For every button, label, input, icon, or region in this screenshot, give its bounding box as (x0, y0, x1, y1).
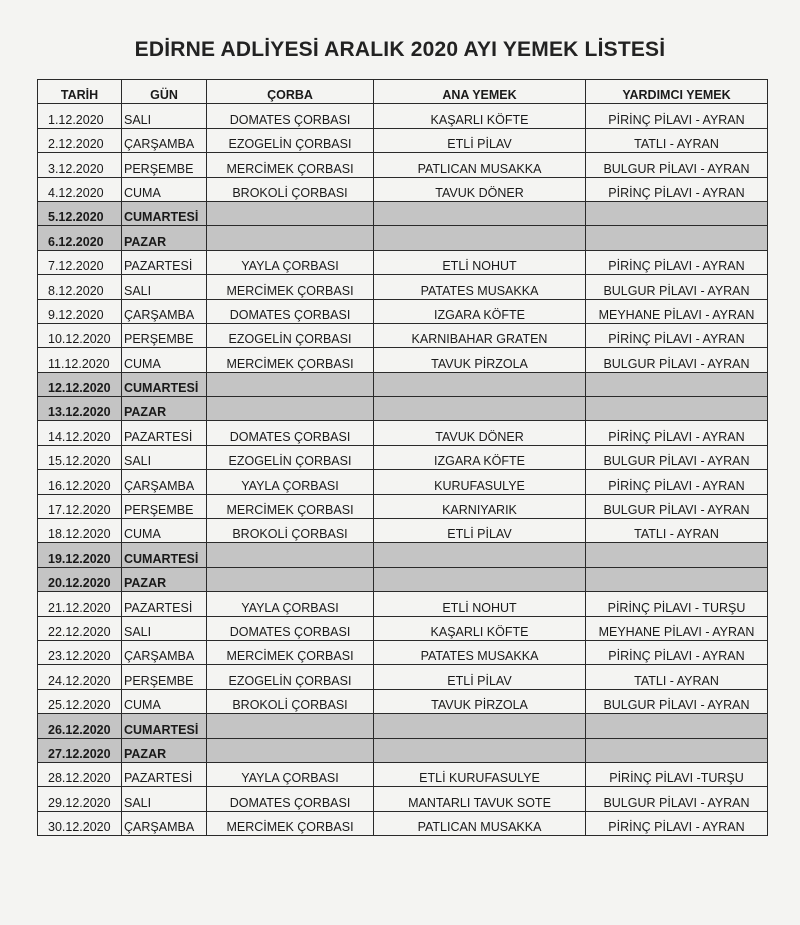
cell-side-dish: PİRİNÇ PİLAVI - AYRAN (586, 323, 768, 347)
cell-main-dish (374, 543, 586, 567)
cell-day: CUMA (122, 519, 207, 543)
cell-side-dish: TATLI - AYRAN (586, 519, 768, 543)
cell-side-dish: BULGUR PİLAVI - AYRAN (586, 153, 768, 177)
cell-day: PAZARTESİ (122, 421, 207, 445)
cell-main-dish: IZGARA KÖFTE (374, 299, 586, 323)
cell-day: CUMA (122, 348, 207, 372)
cell-main-dish (374, 714, 586, 738)
cell-side-dish (586, 397, 768, 421)
cell-side-dish: MEYHANE PİLAVI - AYRAN (586, 616, 768, 640)
table-row-weekend (38, 567, 768, 591)
cell-main-dish (374, 397, 586, 421)
page-title: EDİRNE ADLİYESİ ARALIK 2020 AYI YEMEK LİSTESİ (134, 38, 666, 61)
table-row (38, 494, 768, 518)
cell-soup: MERCİMEK ÇORBASI (207, 494, 374, 518)
cell-date: 1.12.2020 (38, 104, 122, 128)
cell-soup: EZOGELİN ÇORBASI (207, 323, 374, 347)
table-row (38, 348, 768, 372)
cell-date: 5.12.2020 (38, 201, 122, 225)
cell-day: PAZAR (122, 226, 207, 250)
cell-date: 30.12.2020 (38, 811, 122, 835)
cell-main-dish: ETLİ PİLAV (374, 519, 586, 543)
cell-soup (207, 397, 374, 421)
table-row (38, 177, 768, 201)
cell-soup: YAYLA ÇORBASI (207, 470, 374, 494)
cell-date: 7.12.2020 (38, 250, 122, 274)
cell-day: SALI (122, 275, 207, 299)
table-row (38, 299, 768, 323)
table-row (38, 421, 768, 445)
table-row (38, 640, 768, 664)
cell-soup: EZOGELİN ÇORBASI (207, 665, 374, 689)
cell-day: CUMARTESİ (122, 714, 207, 738)
table-row-weekend (38, 397, 768, 421)
cell-date: 13.12.2020 (38, 397, 122, 421)
cell-main-dish: PATLICAN MUSAKKA (374, 811, 586, 835)
cell-date: 11.12.2020 (38, 348, 122, 372)
cell-main-dish: TAVUK DÖNER (374, 177, 586, 201)
cell-day: ÇARŞAMBA (122, 811, 207, 835)
cell-date: 6.12.2020 (38, 226, 122, 250)
cell-day: CUMARTESİ (122, 372, 207, 396)
table-row (38, 250, 768, 274)
cell-date: 25.12.2020 (38, 689, 122, 713)
cell-soup (207, 201, 374, 225)
cell-day: SALI (122, 445, 207, 469)
menu-table (37, 79, 768, 836)
table-row (38, 762, 768, 786)
cell-day: PERŞEMBE (122, 665, 207, 689)
cell-soup: EZOGELİN ÇORBASI (207, 128, 374, 152)
table-row (38, 665, 768, 689)
cell-side-dish: PİRİNÇ PİLAVI -TURŞU (586, 762, 768, 786)
cell-day: PERŞEMBE (122, 323, 207, 347)
cell-side-dish (586, 567, 768, 591)
cell-main-dish: PATATES MUSAKKA (374, 640, 586, 664)
cell-soup: BROKOLİ ÇORBASI (207, 519, 374, 543)
cell-date: 15.12.2020 (38, 445, 122, 469)
cell-soup (207, 738, 374, 762)
cell-side-dish: TATLI - AYRAN (586, 665, 768, 689)
cell-day: SALI (122, 104, 207, 128)
cell-date: 21.12.2020 (38, 592, 122, 616)
cell-soup: YAYLA ÇORBASI (207, 762, 374, 786)
table-header-row (38, 80, 768, 104)
cell-date: 18.12.2020 (38, 519, 122, 543)
cell-soup: BROKOLİ ÇORBASI (207, 689, 374, 713)
cell-date: 22.12.2020 (38, 616, 122, 640)
cell-soup (207, 543, 374, 567)
cell-side-dish: MEYHANE PİLAVI - AYRAN (586, 299, 768, 323)
cell-date: 10.12.2020 (38, 323, 122, 347)
cell-main-dish: PATLICAN MUSAKKA (374, 153, 586, 177)
cell-main-dish (374, 201, 586, 225)
table-row-weekend (38, 226, 768, 250)
cell-date: 2.12.2020 (38, 128, 122, 152)
cell-soup: MERCİMEK ÇORBASI (207, 348, 374, 372)
cell-side-dish: PİRİNÇ PİLAVI - AYRAN (586, 640, 768, 664)
cell-soup (207, 714, 374, 738)
cell-soup: DOMATES ÇORBASI (207, 421, 374, 445)
table-row (38, 811, 768, 835)
cell-soup: BROKOLİ ÇORBASI (207, 177, 374, 201)
cell-day: SALI (122, 616, 207, 640)
cell-main-dish: TAVUK PİRZOLA (374, 348, 586, 372)
table-row-weekend (38, 201, 768, 225)
cell-soup: MERCİMEK ÇORBASI (207, 811, 374, 835)
cell-date: 20.12.2020 (38, 567, 122, 591)
cell-day: PAZARTESİ (122, 250, 207, 274)
cell-main-dish: KARNIBAHAR GRATEN (374, 323, 586, 347)
cell-side-dish: BULGUR PİLAVI - AYRAN (586, 445, 768, 469)
cell-main-dish: TAVUK PİRZOLA (374, 689, 586, 713)
cell-day: ÇARŞAMBA (122, 640, 207, 664)
table-row (38, 689, 768, 713)
cell-main-dish: PATATES MUSAKKA (374, 275, 586, 299)
cell-main-dish (374, 372, 586, 396)
cell-soup: MERCİMEK ÇORBASI (207, 275, 374, 299)
cell-main-dish: ETLİ PİLAV (374, 128, 586, 152)
table-row (38, 616, 768, 640)
cell-main-dish: ETLİ NOHUT (374, 250, 586, 274)
cell-side-dish: BULGUR PİLAVI - AYRAN (586, 689, 768, 713)
cell-soup (207, 226, 374, 250)
cell-day: ÇARŞAMBA (122, 128, 207, 152)
cell-main-dish: ETLİ KURUFASULYE (374, 762, 586, 786)
cell-side-dish: PİRİNÇ PİLAVI - AYRAN (586, 177, 768, 201)
cell-day: CUMA (122, 689, 207, 713)
cell-side-dish: BULGUR PİLAVI - AYRAN (586, 275, 768, 299)
table-row (38, 275, 768, 299)
cell-side-dish: PİRİNÇ PİLAVI - AYRAN (586, 250, 768, 274)
cell-side-dish: PİRİNÇ PİLAVI - AYRAN (586, 470, 768, 494)
cell-day: PAZAR (122, 567, 207, 591)
cell-day: PAZARTESİ (122, 762, 207, 786)
cell-main-dish (374, 738, 586, 762)
cell-day: PAZARTESİ (122, 592, 207, 616)
cell-date: 9.12.2020 (38, 299, 122, 323)
cell-side-dish: PİRİNÇ PİLAVI - AYRAN (586, 104, 768, 128)
cell-soup: DOMATES ÇORBASI (207, 299, 374, 323)
cell-date: 4.12.2020 (38, 177, 122, 201)
cell-soup: YAYLA ÇORBASI (207, 592, 374, 616)
cell-soup (207, 372, 374, 396)
cell-side-dish (586, 372, 768, 396)
cell-date: 23.12.2020 (38, 640, 122, 664)
header-day: GÜN (122, 80, 207, 104)
cell-day: PAZAR (122, 397, 207, 421)
cell-day: ÇARŞAMBA (122, 299, 207, 323)
cell-day: PERŞEMBE (122, 494, 207, 518)
cell-date: 16.12.2020 (38, 470, 122, 494)
cell-soup (207, 567, 374, 591)
table-row (38, 470, 768, 494)
cell-main-dish: KAŞARLI KÖFTE (374, 104, 586, 128)
header-date: TARİH (38, 80, 122, 104)
table-row-weekend (38, 738, 768, 762)
cell-main-dish: KAŞARLI KÖFTE (374, 616, 586, 640)
cell-date: 12.12.2020 (38, 372, 122, 396)
cell-main-dish (374, 226, 586, 250)
table-row-weekend (38, 714, 768, 738)
cell-main-dish: IZGARA KÖFTE (374, 445, 586, 469)
cell-main-dish: ETLİ NOHUT (374, 592, 586, 616)
cell-date: 29.12.2020 (38, 787, 122, 811)
cell-side-dish: BULGUR PİLAVI - AYRAN (586, 787, 768, 811)
cell-side-dish: BULGUR PİLAVI - AYRAN (586, 348, 768, 372)
header-side-dish: YARDIMCI YEMEK (586, 80, 768, 104)
cell-date: 26.12.2020 (38, 714, 122, 738)
cell-soup: EZOGELİN ÇORBASI (207, 445, 374, 469)
cell-day: SALI (122, 787, 207, 811)
header-main-dish: ANA YEMEK (374, 80, 586, 104)
cell-soup: MERCİMEK ÇORBASI (207, 640, 374, 664)
header-soup: ÇORBA (207, 80, 374, 104)
cell-day: ÇARŞAMBA (122, 470, 207, 494)
cell-side-dish: BULGUR PİLAVI - AYRAN (586, 494, 768, 518)
cell-side-dish (586, 738, 768, 762)
table-row (38, 519, 768, 543)
cell-main-dish (374, 567, 586, 591)
cell-main-dish: TAVUK DÖNER (374, 421, 586, 445)
table-row (38, 787, 768, 811)
cell-date: 8.12.2020 (38, 275, 122, 299)
cell-date: 28.12.2020 (38, 762, 122, 786)
cell-main-dish: MANTARLI TAVUK SOTE (374, 787, 586, 811)
cell-date: 14.12.2020 (38, 421, 122, 445)
cell-side-dish (586, 201, 768, 225)
cell-side-dish: PİRİNÇ PİLAVI - AYRAN (586, 421, 768, 445)
table-row (38, 592, 768, 616)
cell-side-dish (586, 226, 768, 250)
table-row (38, 104, 768, 128)
cell-day: PAZAR (122, 738, 207, 762)
cell-side-dish (586, 543, 768, 567)
cell-main-dish: KURUFASULYE (374, 470, 586, 494)
cell-date: 3.12.2020 (38, 153, 122, 177)
cell-date: 19.12.2020 (38, 543, 122, 567)
cell-day: CUMA (122, 177, 207, 201)
cell-side-dish (586, 714, 768, 738)
menu-table-body (38, 104, 768, 836)
table-row (38, 323, 768, 347)
cell-soup: MERCİMEK ÇORBASI (207, 153, 374, 177)
cell-soup: YAYLA ÇORBASI (207, 250, 374, 274)
cell-soup: DOMATES ÇORBASI (207, 616, 374, 640)
table-row (38, 128, 768, 152)
table-row (38, 445, 768, 469)
cell-day: CUMARTESİ (122, 543, 207, 567)
cell-main-dish: ETLİ PİLAV (374, 665, 586, 689)
cell-day: PERŞEMBE (122, 153, 207, 177)
table-row-weekend (38, 543, 768, 567)
table-row-weekend (38, 372, 768, 396)
cell-date: 27.12.2020 (38, 738, 122, 762)
cell-date: 24.12.2020 (38, 665, 122, 689)
cell-side-dish: TATLI - AYRAN (586, 128, 768, 152)
cell-main-dish: KARNIYARIK (374, 494, 586, 518)
cell-side-dish: PİRİNÇ PİLAVI - AYRAN (586, 811, 768, 835)
cell-side-dish: PİRİNÇ PİLAVI - TURŞU (586, 592, 768, 616)
cell-day: CUMARTESİ (122, 201, 207, 225)
cell-soup: DOMATES ÇORBASI (207, 787, 374, 811)
table-row (38, 153, 768, 177)
cell-soup: DOMATES ÇORBASI (207, 104, 374, 128)
cell-date: 17.12.2020 (38, 494, 122, 518)
